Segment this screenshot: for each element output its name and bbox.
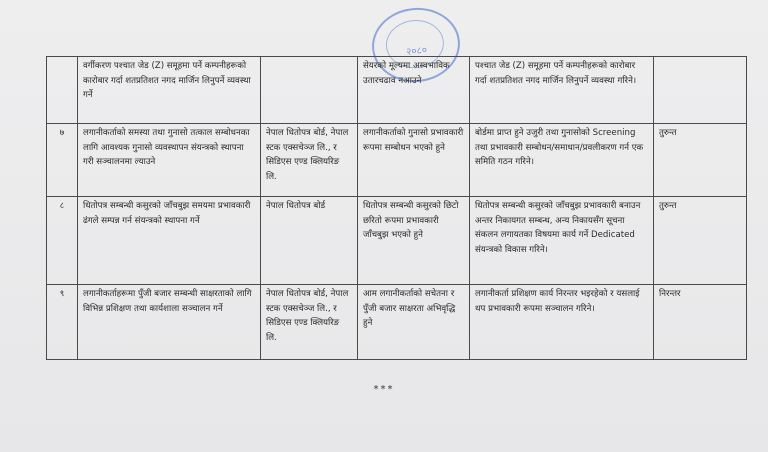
table-row [47, 124, 747, 197]
agency-cell [261, 57, 358, 124]
outcome-cell: लगानीकर्ताको गुनासो प्रभावकारी रूपमा सम्बोधन भएको हुने [358, 124, 470, 197]
timeline-cell: निरन्तर [654, 285, 747, 360]
table-row [47, 197, 747, 285]
timeline-cell: तुरुन्त [654, 124, 747, 197]
serial-cell: ८ [47, 197, 78, 285]
issue-cell: वर्गीकरण पश्चात जेड (Z) समूहमा पर्ने कम्पनीहरूको कारोबार गर्दा शतप्रतिशत नगद मार्जिन लिनुपर्ने व्यवस्था गर्ने [78, 57, 261, 124]
progress-cell: लगानीकर्ता प्रशिक्षण कार्य निरन्तर भइरहेको र यसलाई थप प्रभावकारी रूपमा सञ्चालन गरिने। [470, 285, 654, 360]
table-row [47, 285, 747, 360]
serial-cell: ९ [47, 285, 78, 360]
issue-cell: लगानीकर्ताको समस्या तथा गुनासो तत्काल सम्बोधनका लागि आवश्यक गुनासो व्यवस्थापन संयन्त्रको स्थापना गरी सञ्चालनमा ल्याउने [78, 124, 261, 197]
table-row [47, 57, 747, 124]
progress-cell: पश्चात जेड (Z) समूहमा पर्ने कम्पनीहरूको कारोबार गर्दा शतप्रतिशत नगद मार्जिन लिनुपर्ने व्यवस्था गरिने। [470, 57, 654, 124]
progress-cell: बोर्डमा प्राप्त हुने उजुरी तथा गुनासोको Screening तथा प्रभावकारी सम्बोधन/समाधान/प्रवलीकरण गर्न एक समिति गठन गरिने। [470, 124, 654, 197]
timeline-cell: तुरुन्त [654, 197, 747, 285]
progress-cell: धितोपत्र सम्बन्धी कसुरको जाँचबुझ प्रभावकारी बनाउन अन्तर निकायगत सम्बन्ध, अन्य निकायसँग सूचना संकलन लगायतका विषयमा कार्य गर्ने Dedicated संयन्त्रको विकास गरिने। [470, 197, 654, 285]
agency-cell: नेपाल धितोपत्र बोर्ड, नेपाल स्टक एक्सचेञ्ज लि., र सिडिएस एण्ड क्लियरिङ लि. [261, 124, 358, 197]
agency-cell: नेपाल धितोपत्र बोर्ड, नेपाल स्टक एक्सचेञ्ज लि., र सिडिएस एण्ड क्लियरिङ लि. [261, 285, 358, 360]
serial-cell: ७ [47, 124, 78, 197]
outcome-cell: आम लगानीकर्ताको सचेतना र पुँजी बजार साक्षरता अभिवृद्धि हुने [358, 285, 470, 360]
outcome-cell: सेयरको मूल्यमा अस्वभाविक उतारचढाव नआउने [358, 57, 470, 124]
end-of-document-mark: *** [373, 384, 395, 395]
timeline-cell [654, 57, 747, 124]
issue-cell: लगानीकर्ताहरूमा पुँजी बजार सम्बन्धी साक्षरताको लागि विभिन्न प्रशिक्षण तथा कार्यशाला सञ्चालन गर्ने [78, 285, 261, 360]
outcome-cell: धितोपत्र सम्बन्धी कसुरको छिटो छरितो रूपमा प्रभावकारी जाँचबुझ भएको हुने [358, 197, 470, 285]
agency-cell: नेपाल धितोपत्र बोर्ड [261, 197, 358, 285]
action-plan-table [46, 56, 747, 360]
issue-cell: धितोपत्र सम्बन्धी कसुरको जाँचबुझ समयमा प्रभावकारी ढंगले सम्पन्न गर्न संयन्त्रको स्थापना गर्ने [78, 197, 261, 285]
serial-cell [47, 57, 78, 124]
seal-year: २०८० [405, 44, 428, 59]
